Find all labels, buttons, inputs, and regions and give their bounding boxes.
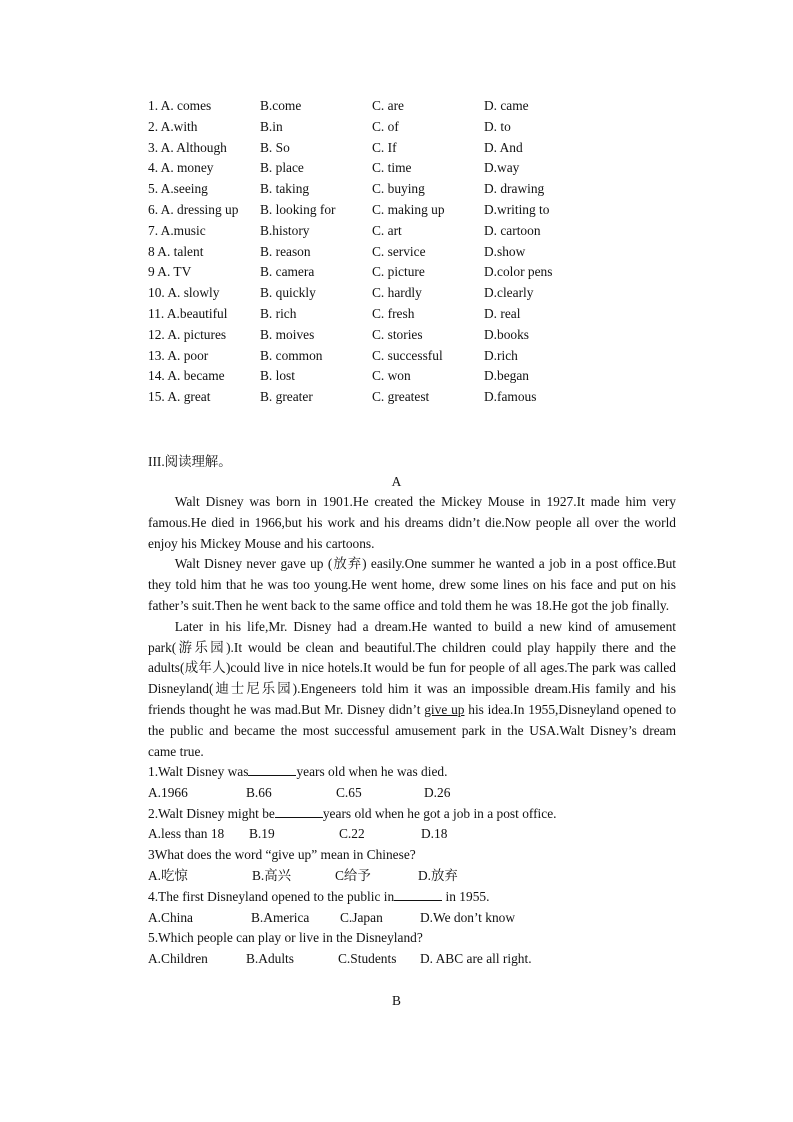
choice-d: D. ABC are all right. [420, 951, 532, 967]
choice-d: D.放弃 [418, 867, 458, 883]
option-a: 3. A. Although [148, 139, 227, 155]
answer-blank [275, 805, 323, 818]
option-row [148, 262, 628, 283]
option-c: C. picture [372, 264, 425, 280]
option-row [148, 325, 628, 346]
option-d: D.famous [484, 389, 537, 405]
option-b: B. reason [260, 243, 311, 259]
option-row [148, 117, 628, 138]
option-a: 13. A. poor [148, 347, 209, 363]
option-c: C. art [372, 222, 402, 238]
option-row [148, 179, 628, 200]
passage-b-label: B [392, 993, 401, 1008]
option-d: D. cartoon [484, 222, 541, 238]
option-c: C. hardly [372, 285, 422, 301]
question-1 [148, 762, 676, 783]
option-a: 14. A. became [148, 368, 225, 384]
question-text: 2.Walt Disney might be [148, 805, 275, 821]
option-b: B. taking [260, 181, 310, 197]
option-d: D.rich [484, 347, 518, 363]
paragraph-3-text: Later in his life,Mr. Disney had a dream.He wanted to build a new kind of amusement park(游乐园).It would be clean and beautiful.The children could play happily there and the adults(成年人)could live in nice hotels.It would be fun for people of all ages.The park was called Disneyland(迪士尼乐园).Engeneers told him it was an impossible dream.His family and his friends thought he was mad.But Mr. Disney didn’t [148, 618, 676, 717]
choices [148, 949, 676, 970]
option-b: B. looking for [260, 201, 336, 217]
option-row [148, 304, 628, 325]
option-b: B. lost [260, 368, 295, 384]
choice-a: A.less than 18 [148, 826, 225, 842]
paragraph-2: Walt Disney never gave up (放弃) easily.One summer he wanted a job in a post office.But they told him that he was too young.He went home, drew some lines on his face and put on his father’s suit.Then he went back to the same office and told them he was 18.He got the job finally. [148, 556, 676, 613]
option-b: B. common [260, 347, 323, 363]
question-text-end: in 1955. [442, 888, 490, 904]
option-a: 5. A.seeing [148, 181, 208, 197]
option-c: C. greatest [372, 389, 430, 405]
answer-blank [248, 763, 296, 776]
choices [148, 824, 676, 845]
question-3 [148, 845, 676, 866]
questions [148, 762, 676, 970]
option-d: D.clearly [484, 285, 534, 301]
option-c: C. won [372, 368, 411, 384]
option-c: C. are [372, 98, 404, 113]
choice-c: C.Japan [340, 909, 383, 925]
option-a: 10. A. slowly [148, 285, 220, 301]
paragraph-3-text-end: his idea.In 1955,Disneyland opened to the public and became the most successful amusement park in the USA.Walt Disney’s dream came true. [148, 701, 677, 759]
option-d: D.books [484, 326, 530, 342]
paragraph-3 [148, 617, 676, 763]
option-d: D.began [484, 368, 529, 384]
option-d: D.way [484, 160, 520, 176]
choices [148, 783, 676, 804]
choice-a: A.China [148, 909, 194, 925]
option-d: D. came [484, 98, 529, 113]
option-row [148, 346, 628, 367]
passage-a-label: A [391, 474, 402, 489]
option-c: C. buying [372, 181, 425, 197]
option-c: C. making up [372, 201, 445, 217]
passage-a [148, 492, 676, 762]
option-row [148, 138, 628, 159]
option-b: B.come [260, 98, 302, 113]
option-a: 15. A. great [148, 389, 211, 405]
option-b: B. rich [260, 305, 297, 321]
question-text: 4.The first Disneyland opened to the public in [148, 888, 395, 904]
option-a: 7. A.music [148, 222, 206, 238]
option-a: 12. A. pictures [148, 326, 227, 342]
option-row [148, 283, 628, 304]
option-c: C. fresh [372, 305, 415, 321]
option-b: B.history [260, 222, 310, 238]
choice-b: B.America [251, 909, 310, 925]
choice-b: B.高兴 [252, 867, 292, 883]
choice-d: D.26 [424, 784, 451, 800]
option-d: D. to [484, 118, 511, 134]
choices [148, 866, 676, 887]
underlined-phrase: give up [424, 701, 465, 717]
question-5 [148, 928, 676, 949]
question-text: 5.Which people can play or live in the Disneyland? [148, 930, 423, 946]
question-text: 1.Walt Disney was [148, 764, 249, 779]
option-row [148, 242, 628, 263]
option-b: B. place [260, 160, 304, 176]
option-d: D. And [484, 139, 523, 155]
question-2 [148, 804, 676, 825]
option-a: 9 A. TV [148, 264, 192, 280]
question-text-end: years old when he got a job in a post office. [322, 805, 557, 821]
choice-c: C给予 [335, 867, 371, 883]
choice-b: B.66 [246, 784, 272, 800]
option-row [148, 221, 628, 242]
option-b: B.in [260, 118, 283, 134]
choice-c: C.65 [336, 784, 362, 800]
section-title: III.阅读理解。 [148, 454, 232, 469]
option-c: C. of [372, 118, 399, 134]
option-row [148, 200, 628, 221]
option-d: D.writing to [484, 201, 550, 217]
option-b: B. greater [260, 389, 313, 405]
option-d: D.color pens [484, 264, 553, 280]
options-table [148, 96, 628, 408]
choice-b: B.Adults [246, 951, 294, 967]
option-b: B. camera [260, 264, 315, 280]
option-row [148, 158, 628, 179]
choice-c: C.Students [338, 951, 397, 967]
paragraph-1: Walt Disney was born in 1901.He created the Mickey Mouse in 1927.It made him very famous.He died in 1966,but his work and his dreams didn’t die.Now people all over the world enjoy his Mickey Mouse and his cartoons. [148, 494, 676, 551]
option-b: B. quickly [260, 285, 316, 301]
option-c: C. stories [372, 326, 423, 342]
choice-b: B.19 [249, 826, 275, 842]
option-a: 8 A. talent [148, 243, 204, 259]
option-c: C. successful [372, 347, 443, 363]
option-b: B. moives [260, 326, 315, 342]
choice-d: D.18 [421, 826, 448, 842]
question-text: 3What does the word “give up” mean in Chinese? [148, 847, 416, 863]
choice-d: D.We don’t know [420, 909, 516, 925]
option-a: 11. A.beautiful [148, 305, 228, 321]
choices [148, 908, 676, 929]
choice-a: A.Children [148, 951, 208, 967]
option-a: 4. A. money [148, 160, 214, 176]
option-row [148, 387, 628, 408]
option-a: 6. A. dressing up [148, 201, 239, 217]
choice-a: A.吃惊 [148, 867, 188, 883]
option-a: 1. A. comes [148, 98, 212, 113]
option-d: D. real [484, 305, 521, 321]
option-c: C. service [372, 243, 426, 259]
option-b: B. So [260, 139, 290, 155]
option-c: C. If [372, 139, 397, 155]
option-d: D.show [484, 243, 526, 259]
option-c: C. time [372, 160, 412, 176]
choice-c: C.22 [339, 826, 365, 842]
option-row [148, 96, 628, 117]
question-text-end: years old when he was died. [296, 764, 448, 779]
answer-blank [394, 888, 442, 901]
option-d: D. drawing [484, 181, 545, 197]
option-row [148, 366, 628, 387]
question-4 [148, 887, 676, 908]
option-a: 2. A.with [148, 118, 198, 134]
choice-a: A.1966 [148, 784, 188, 800]
